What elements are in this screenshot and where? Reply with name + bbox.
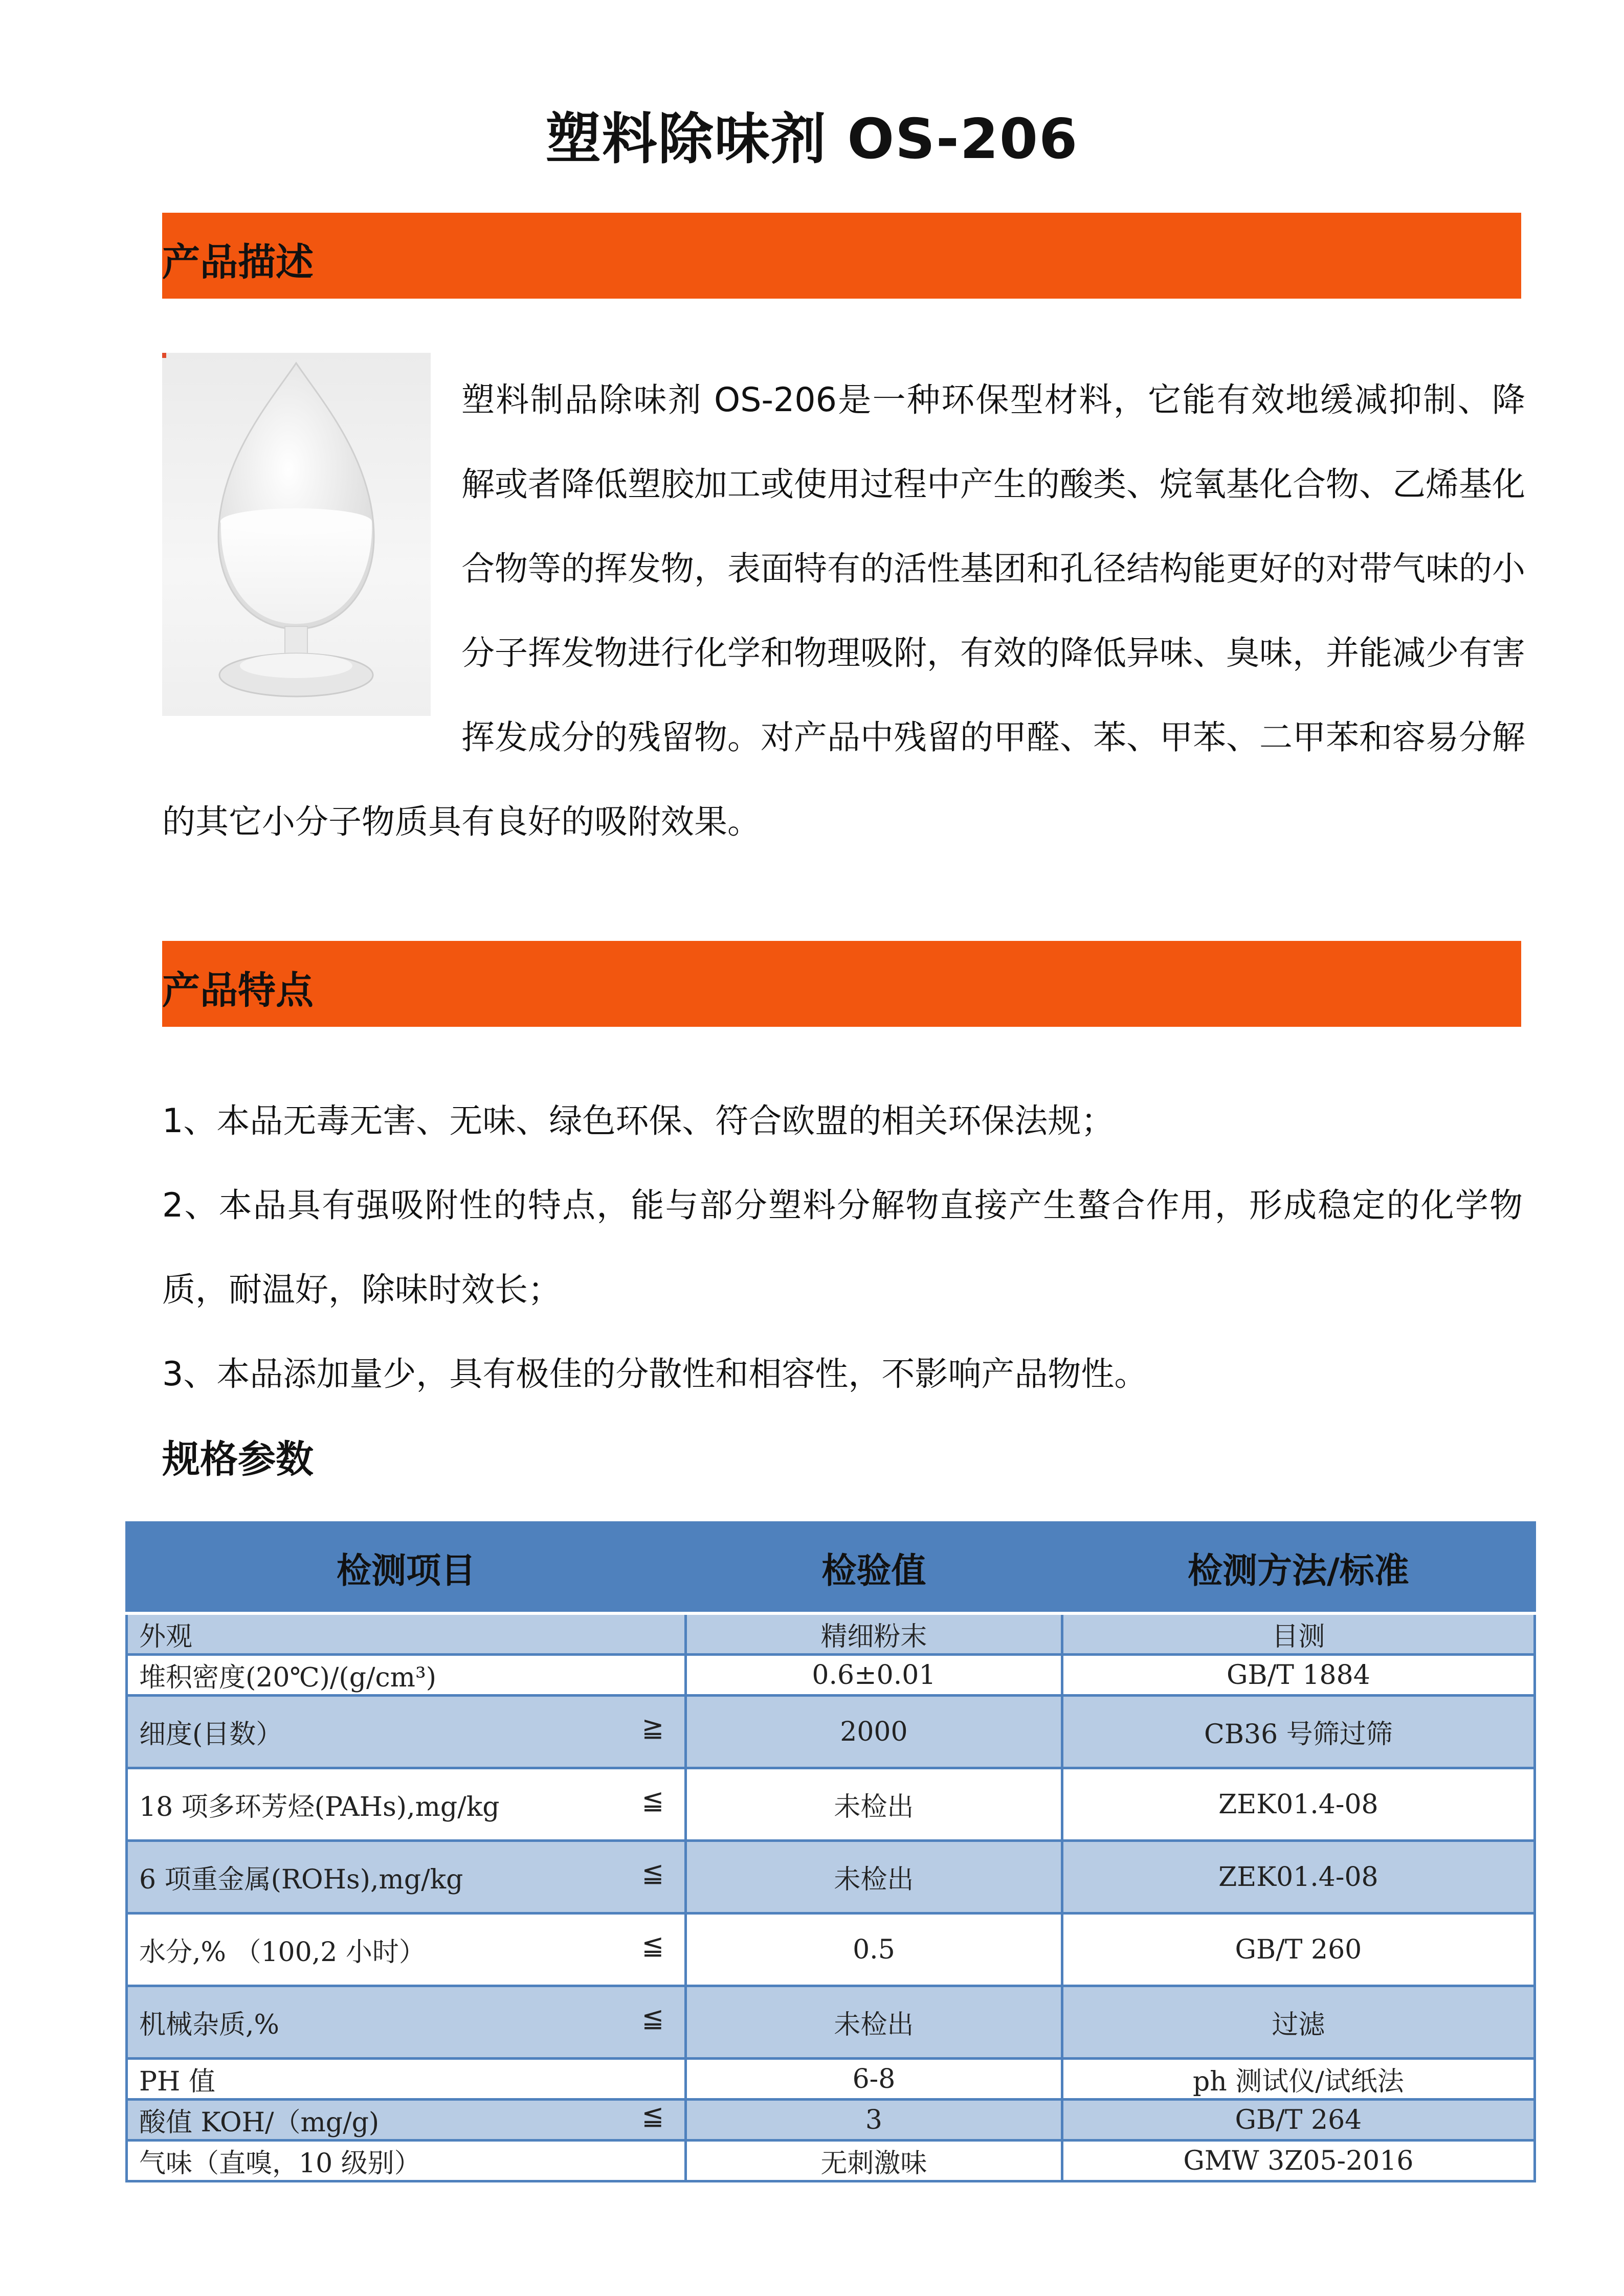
- row-method: GB/T 260: [1062, 1914, 1534, 1986]
- row-method: ZEK01.4-08: [1062, 1841, 1534, 1914]
- row-item: 6 项重金属(ROHs),mg/kg: [139, 1864, 463, 1895]
- row-item: 机械杂质,%: [139, 2010, 279, 2040]
- row-comparator: ≦: [641, 2101, 664, 2131]
- table-row: [127, 1841, 1535, 1914]
- row-method: GB/T 264: [1062, 2100, 1534, 2141]
- feature-item: 3、本品添加量少，具有极佳的分散性和相容性，不影响产品物性。: [162, 1355, 1148, 1393]
- header-value: 检验值: [686, 1523, 1062, 1614]
- row-item: 外观: [139, 1622, 193, 1652]
- feature-item: 1、本品无毒无害、无味、绿色环保、符合欧盟的相关环保法规；: [162, 1102, 1115, 1140]
- row-comparator: ≦: [641, 1858, 664, 1888]
- product-description: [162, 358, 1525, 864]
- row-item: 气味（直嗅，10 级别）: [139, 2148, 421, 2179]
- table-header-row: [127, 1523, 1535, 1614]
- section-heading-features: 产品特点: [162, 969, 314, 1012]
- spec-heading: 规格参数: [162, 1437, 314, 1481]
- row-method: GB/T 1884: [1062, 1655, 1534, 1696]
- header-method: 检测方法/标准: [1062, 1523, 1534, 1614]
- table-row: [127, 2100, 1535, 2141]
- section-heading-description: 产品描述: [162, 240, 314, 284]
- row-value: 2000: [686, 1696, 1062, 1768]
- row-method: 目测: [1062, 1613, 1534, 1655]
- row-comparator: ≦: [641, 1930, 664, 1961]
- row-comparator: ≦: [641, 1785, 664, 1816]
- table-row: [127, 1986, 1535, 2059]
- row-value: 0.6±0.01: [686, 1655, 1062, 1696]
- row-value: 6-8: [686, 2059, 1062, 2100]
- row-comparator: ≧: [641, 1713, 664, 1743]
- row-method: CB36 号筛过筛: [1062, 1696, 1534, 1768]
- row-method: ZEK01.4-08: [1062, 1768, 1534, 1841]
- row-value: 未检出: [686, 1986, 1062, 2059]
- row-value: 0.5: [686, 1914, 1062, 1986]
- row-value: 未检出: [686, 1841, 1062, 1914]
- description-text: 塑料制品除味剂 OS-206是一种环保型材料，它能有效地缓减抑制、降解或者降低塑胶加工或使用过程中产生的酸类、烷氧基化合物、乙烯基化合物等的挥发物，表面特有的活性基团和孔径结构能更好的对带气味的小分子挥发物进行化学和物理吸附，有效的降低异味、臭味，并能减少有害挥发成分的残留物。对产品中残留的甲醛、苯、甲苯、二甲苯和容易分解的其它小分子物质具有良好的吸附效果。: [162, 381, 1526, 841]
- row-item: 酸值 KOH/（mg/g): [139, 2107, 380, 2138]
- row-value: 精细粉末: [686, 1613, 1062, 1655]
- row-item: PH 值: [139, 2066, 215, 2097]
- row-value: 无刺激味: [686, 2141, 1062, 2181]
- table-row: [127, 1696, 1535, 1768]
- spec-table: [125, 1521, 1536, 2182]
- row-method: 过滤: [1062, 1986, 1534, 2059]
- section-bar-features: [162, 941, 1521, 1027]
- section-bar-description: [162, 213, 1521, 299]
- row-item: 堆积密度(20℃)/(g/cm³): [139, 1662, 437, 1693]
- row-value: 未检出: [686, 1768, 1062, 1841]
- header-item: 检测项目: [127, 1523, 686, 1614]
- table-row: [127, 2059, 1535, 2100]
- row-item: 18 项多环芳烃(PAHs),mg/kg: [139, 1792, 500, 1822]
- page-title: 塑料除味剂 OS-206: [545, 107, 1079, 171]
- row-method: ph 测试仪/试纸法: [1062, 2059, 1534, 2100]
- row-item: 细度(目数）: [139, 1719, 283, 1750]
- feature-list: [162, 1079, 1523, 1416]
- table-row: [127, 1655, 1535, 1696]
- feature-item: 2、本品具有强吸附性的特点，能与部分塑料分解物直接产生螯合作用，形成稳定的化学物质，耐温好，除味时效长；: [162, 1186, 1523, 1309]
- row-value: 3: [686, 2100, 1062, 2141]
- row-item: 水分,% （100,2 小时）: [139, 1937, 426, 1968]
- table-row: [127, 1914, 1535, 1986]
- table-row: [127, 1613, 1535, 1655]
- row-method: GMW 3Z05-2016: [1062, 2141, 1534, 2181]
- row-comparator: ≦: [641, 2003, 664, 2034]
- table-row: [127, 2141, 1535, 2181]
- table-row: [127, 1768, 1535, 1841]
